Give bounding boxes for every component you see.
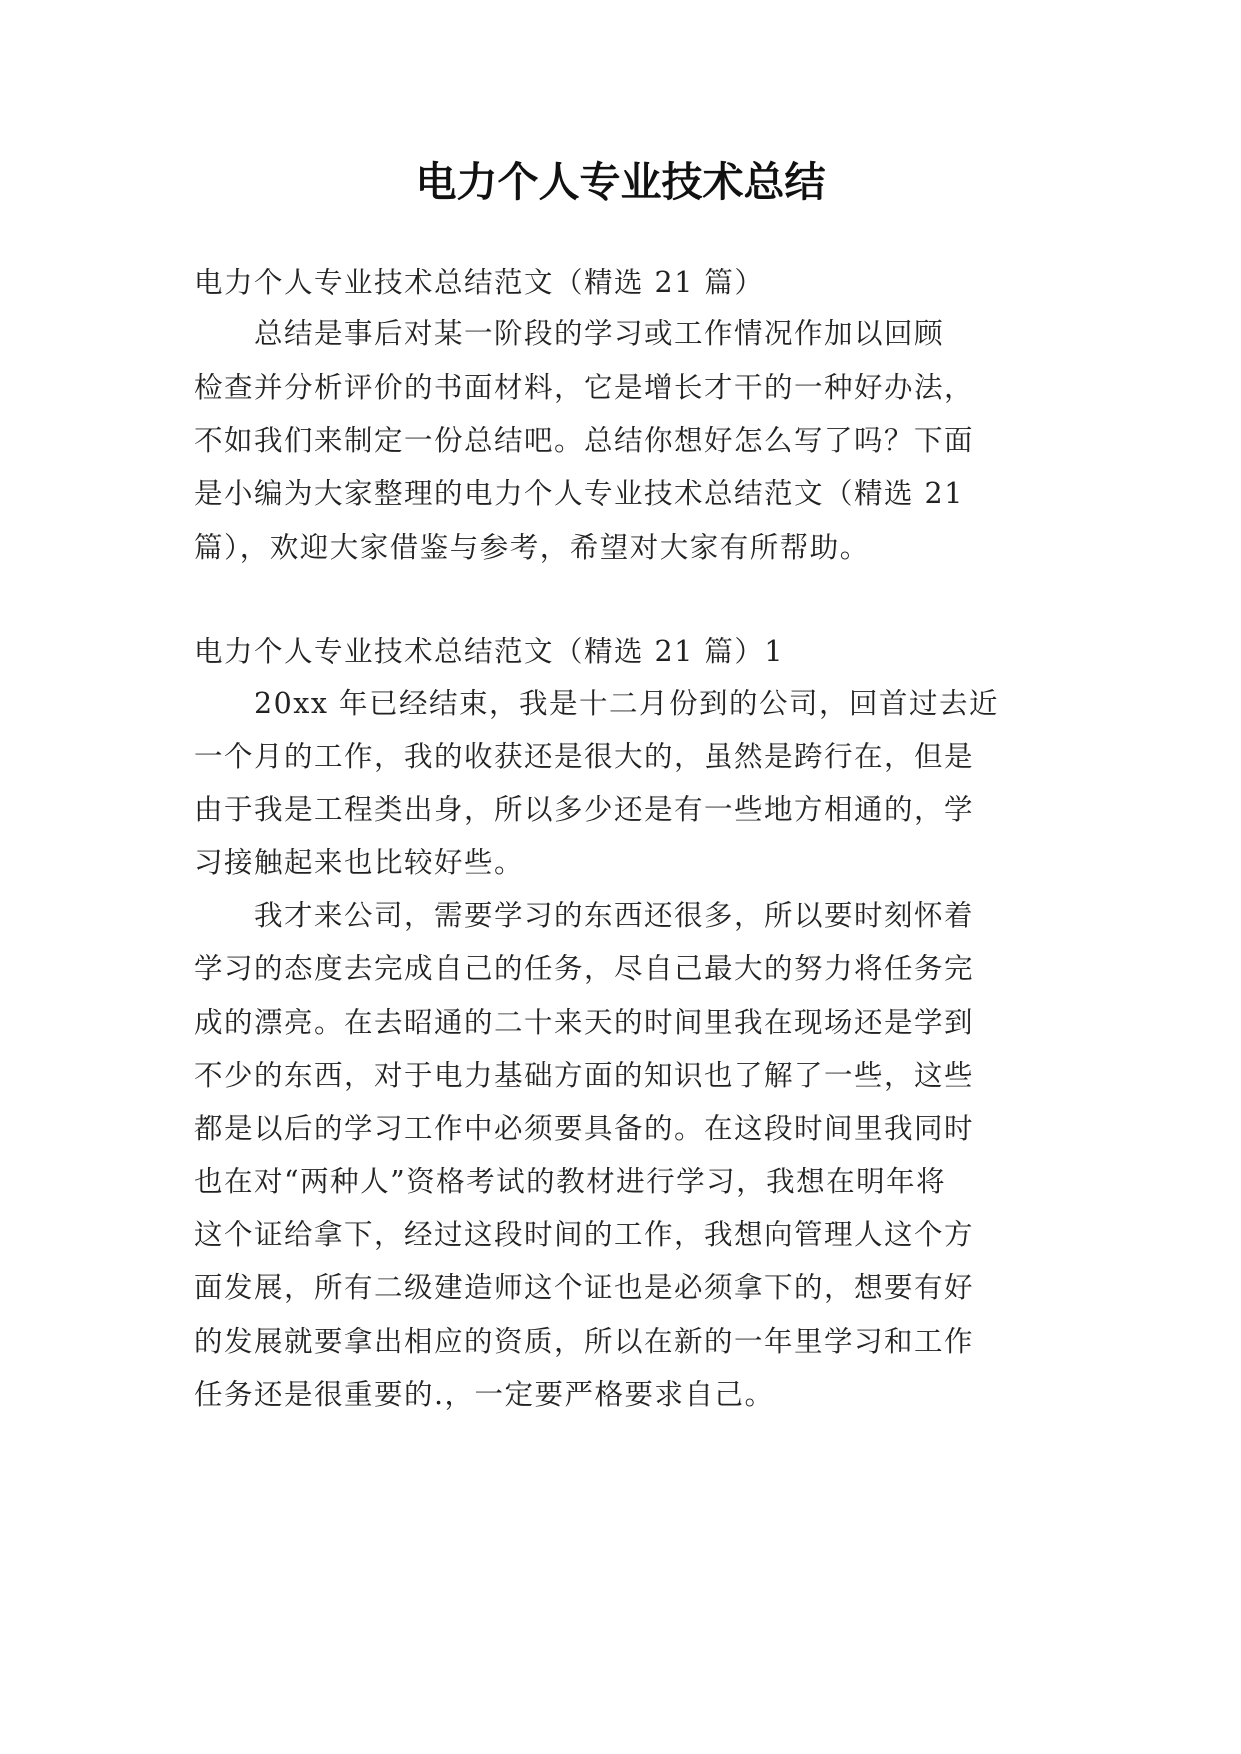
document-subtitle: 电力个人专业技术总结范文（精选 21 篇） [194, 266, 765, 299]
paragraph-line: 都是以后的学习工作中必须要具备的。在这段时间里我同时 [194, 1112, 975, 1145]
intro-line: 检查并分析评价的书面材料，它是增长才干的一种好办法， [194, 371, 975, 404]
intro-line: 不如我们来制定一份总结吧。总结你想好怎么写了吗？下面 [194, 424, 975, 457]
paragraph-line: 习接触起来也比较好些。 [194, 846, 525, 879]
paragraph-line: 学习的态度去完成自己的任务，尽自己最大的努力将任务完 [194, 952, 975, 985]
paragraph-line: 任务还是很重要的.，一定要严格要求自己。 [194, 1378, 775, 1411]
intro-line: 是小编为大家整理的电力个人专业技术总结范文（精选 21 [194, 477, 964, 510]
paragraph-line: 也在对“两种人”资格考试的教材进行学习，我想在明年将 [194, 1165, 947, 1198]
paragraph-line: 由于我是工程类出身，所以多少还是有一些地方相通的，学 [194, 793, 975, 826]
document-title: 电力个人专业技术总结 [415, 158, 826, 206]
intro-line: 篇），欢迎大家借鉴与参考，希望对大家有所帮助。 [194, 531, 870, 564]
paragraph-line: 面发展，所有二级建造师这个证也是必须拿下的，想要有好 [194, 1271, 975, 1304]
paragraph-line: 不少的东西，对于电力基础方面的知识也了解了一些，这些 [194, 1059, 975, 1092]
paragraph-line: 成的漂亮。在去昭通的二十来天的时间里我在现场还是学到 [194, 1006, 975, 1039]
paragraph-line: 一个月的工作，我的收获还是很大的，虽然是跨行在，但是 [194, 740, 975, 773]
intro-line: 总结是事后对某一阶段的学习或工作情况作加以回顾 [194, 317, 945, 350]
paragraph-line: 这个证给拿下，经过这段时间的工作，我想向管理人这个方 [194, 1218, 975, 1251]
paragraph-line: 的发展就要拿出相应的资质，所以在新的一年里学习和工作 [194, 1325, 975, 1358]
paragraph-line: 20xx 年已经结束，我是十二月份到的公司，回首过去近 [194, 687, 999, 720]
paragraph-line: 我才来公司，需要学习的东西还很多，所以要时刻怀着 [194, 899, 975, 932]
section-heading: 电力个人专业技术总结范文（精选 21 篇）1 [194, 635, 785, 668]
